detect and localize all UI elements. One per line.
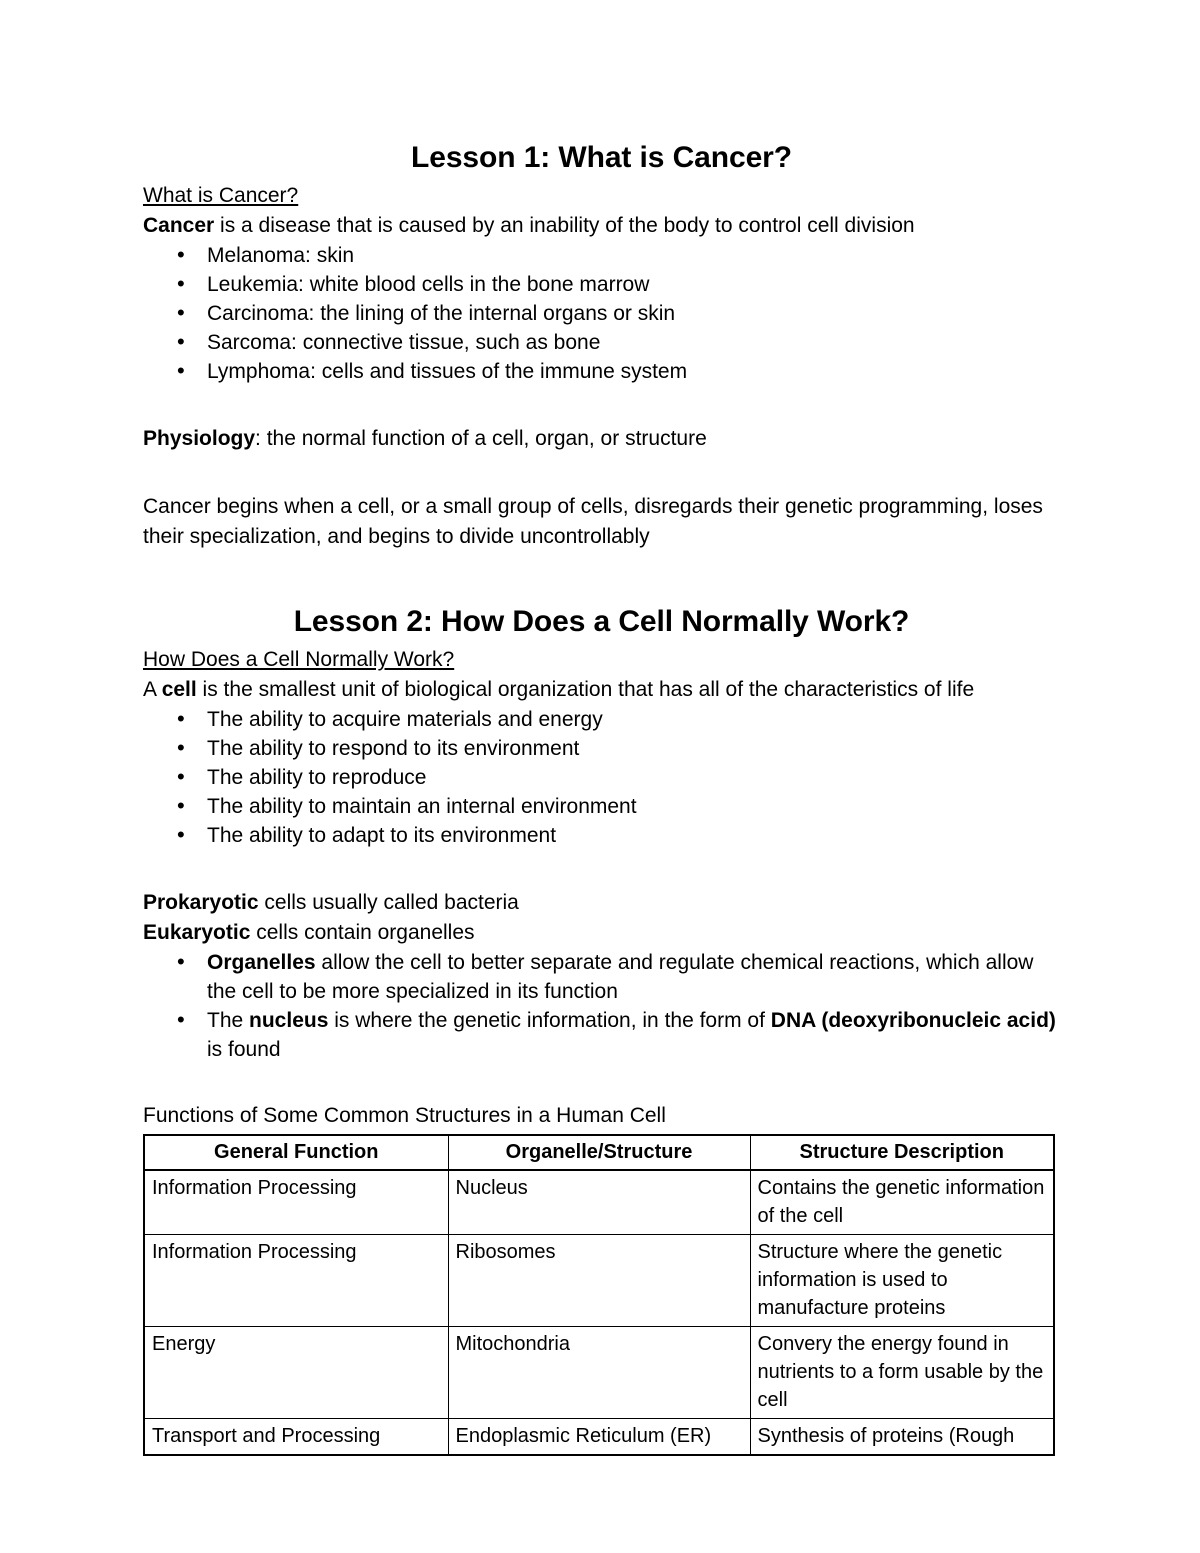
column-header-general-function: General Function bbox=[144, 1135, 448, 1170]
list-item bbox=[143, 270, 1060, 299]
column-header-organelle-structure: Organelle/Structure bbox=[448, 1135, 750, 1170]
cancer-definition-term: Cancer bbox=[143, 214, 215, 237]
cell-general-function: Energy bbox=[144, 1327, 448, 1419]
list-item bbox=[143, 328, 1060, 357]
nucleus-prefix: The bbox=[207, 1009, 250, 1032]
cancer-type-label: Lymphoma: cells and tissues of the immune system bbox=[207, 360, 688, 383]
table-row bbox=[144, 1327, 1054, 1419]
lesson-2-title: Lesson 2: How Does a Cell Normally Work? bbox=[293, 605, 910, 638]
cancer-types-list bbox=[143, 241, 1060, 386]
table-row bbox=[144, 1235, 1054, 1327]
physiology-definition-text: : the normal function of a cell, organ, or structure bbox=[255, 427, 707, 450]
spacer bbox=[143, 1064, 1060, 1102]
dna-term: DNA (deoxyribonucleic acid) bbox=[770, 1009, 1056, 1032]
prokaryotic-text: cells usually called bacteria bbox=[258, 891, 519, 914]
cell-general-function: Transport and Processing bbox=[144, 1419, 448, 1456]
cell-definition-text: is the smallest unit of biological organization that has all of the characteristics of life bbox=[196, 678, 975, 701]
cell-description: Contains the genetic information of the cell bbox=[750, 1170, 1054, 1235]
cell-organelle: Endoplasmic Reticulum (ER) bbox=[448, 1419, 750, 1456]
cell-abilities-list bbox=[143, 705, 1060, 850]
spacer bbox=[143, 454, 1060, 492]
column-header-structure-description: Structure Description bbox=[750, 1135, 1054, 1170]
physiology-term-text: Physiology bbox=[143, 427, 256, 450]
cell-organelle: Nucleus bbox=[448, 1170, 750, 1235]
cancer-definition-text: is a disease that is caused by an inability of the body to control cell division bbox=[214, 214, 915, 237]
lesson-1-title: Lesson 1: What is Cancer? bbox=[411, 141, 792, 174]
table-caption: Functions of Some Common Structures in a Human Cell bbox=[143, 1104, 666, 1127]
list-item bbox=[143, 241, 1060, 270]
prokaryotic-line bbox=[143, 888, 1060, 918]
cell-general-function: Information Processing bbox=[144, 1170, 448, 1235]
cell-definition-prefix: A bbox=[143, 678, 162, 701]
spacer bbox=[143, 850, 1060, 888]
lesson-2-section bbox=[143, 604, 1060, 640]
organelles-term: Organelles bbox=[207, 951, 316, 974]
table-header-row bbox=[144, 1135, 1054, 1170]
cell-ability-label: The ability to maintain an internal environment bbox=[207, 795, 637, 818]
list-item bbox=[143, 357, 1060, 386]
cell-structures-table bbox=[143, 1134, 1055, 1456]
cancer-definition bbox=[143, 211, 1060, 241]
list-item bbox=[143, 948, 1060, 1006]
cell-ability-label: The ability to reproduce bbox=[207, 766, 427, 789]
list-item bbox=[143, 1006, 1060, 1064]
eukaryotic-term: Eukaryotic bbox=[143, 921, 251, 944]
cell-description: Convery the energy found in nutrients to a form usable by the cell bbox=[750, 1327, 1054, 1419]
table-row bbox=[144, 1419, 1054, 1456]
cell-definition bbox=[143, 675, 1060, 705]
cancer-type-label: Leukemia: white blood cells in the bone marrow bbox=[207, 273, 650, 296]
list-item bbox=[143, 763, 1060, 792]
cancer-type-label: Carcinoma: the lining of the internal organs or skin bbox=[207, 302, 676, 325]
cell-organelle: Ribosomes bbox=[448, 1235, 750, 1327]
list-item bbox=[143, 705, 1060, 734]
lesson-2-subheading-text: How Does a Cell Normally Work? bbox=[143, 648, 455, 671]
cell-organelle: Mitochondria bbox=[448, 1327, 750, 1419]
physiology-term bbox=[143, 427, 255, 450]
organelle-notes-list bbox=[143, 948, 1060, 1064]
cell-description: Synthesis of proteins (Rough bbox=[750, 1419, 1054, 1456]
list-item bbox=[143, 792, 1060, 821]
cancer-begins-paragraph: Cancer begins when a cell, or a small group of cells, disregards their genetic programming, loses their specialization, and begins to divide uncontrollably bbox=[143, 495, 1043, 548]
cell-ability-label: The ability to adapt to its environment bbox=[207, 824, 557, 847]
list-item bbox=[143, 821, 1060, 850]
lesson-1-subheading bbox=[143, 181, 1060, 211]
table-clip-region bbox=[143, 1134, 1060, 1456]
cell-ability-label: The ability to acquire materials and energy bbox=[207, 708, 603, 731]
physiology-definition bbox=[143, 424, 1060, 454]
prokaryotic-term: Prokaryotic bbox=[143, 891, 259, 914]
eukaryotic-text: cells contain organelles bbox=[250, 921, 475, 944]
cancer-type-label: Sarcoma: connective tissue, such as bone bbox=[207, 331, 601, 354]
nucleus-term: nucleus bbox=[249, 1009, 329, 1032]
spacer bbox=[143, 386, 1060, 424]
lesson-2-subheading bbox=[143, 645, 1060, 675]
lesson-1-subheading-text: What is Cancer? bbox=[143, 184, 299, 207]
cell-general-function: Information Processing bbox=[144, 1235, 448, 1327]
cell-description: Structure where the genetic information is used to manufacture proteins bbox=[750, 1235, 1054, 1327]
nucleus-mid-text: is where the genetic information, in the form of bbox=[328, 1009, 771, 1032]
list-item bbox=[143, 299, 1060, 328]
table-row bbox=[144, 1170, 1054, 1235]
list-item bbox=[143, 734, 1060, 763]
organelles-text: allow the cell to better separate and regulate chemical reactions, which allow the cell to be more specialized in its function bbox=[207, 951, 1034, 1003]
eukaryotic-line bbox=[143, 918, 1060, 948]
nucleus-end-text: is found bbox=[207, 1038, 281, 1061]
cell-definition-term: cell bbox=[161, 678, 197, 701]
cancer-type-label: Melanoma: skin bbox=[207, 244, 355, 267]
document-content bbox=[143, 140, 1060, 1456]
cell-ability-label: The ability to respond to its environment bbox=[207, 737, 580, 760]
